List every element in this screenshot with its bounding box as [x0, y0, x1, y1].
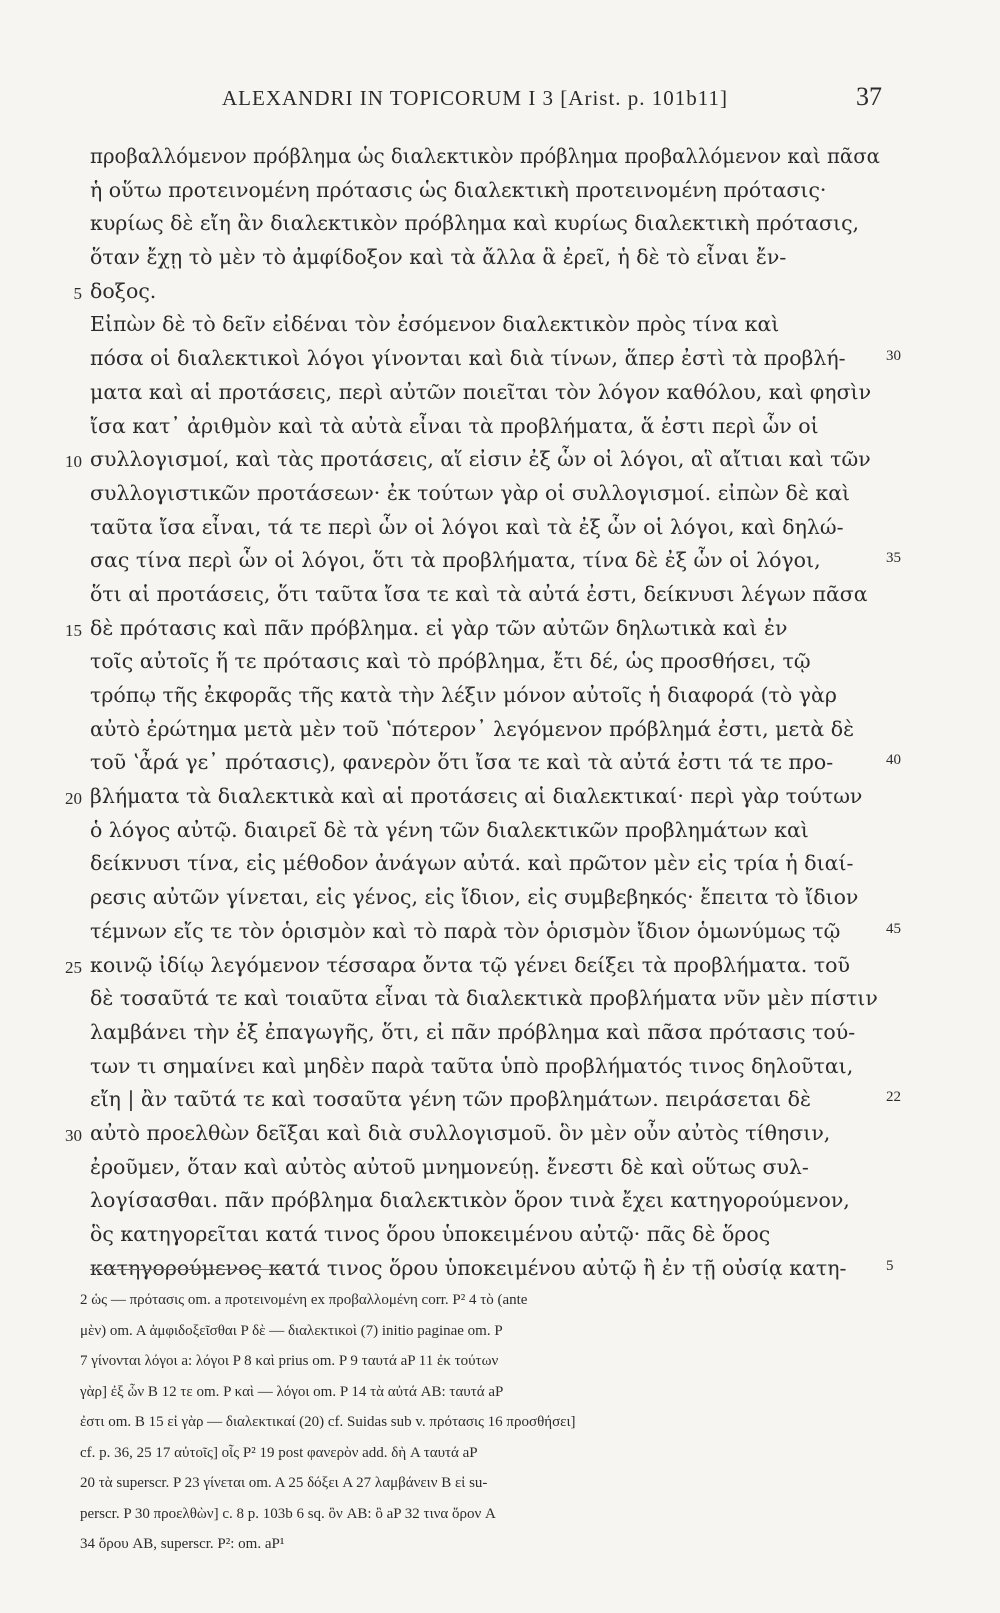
- apparatus-line: γὰρ] ἐξ ὧν B 12 τε om. P καὶ — λόγοι om. P 14 τὰ αὐτά AB: ταυτά aP: [80, 1383, 504, 1400]
- line-text: λαμβάνει τὴν ἐξ ἐπαγωγῆς, ὅτι, εἰ πᾶν πρόβλημα καὶ πᾶσα πρότασις τού-: [90, 1019, 856, 1044]
- text-line: [65, 1117, 880, 1151]
- line-number: 20: [65, 789, 82, 809]
- footnote-rule: [90, 1269, 290, 1270]
- text-line: [90, 679, 880, 713]
- reference-line-number: 35: [886, 550, 901, 567]
- reference-line-number: 40: [886, 752, 901, 769]
- text-line: [90, 847, 880, 881]
- line-text: ὃς κατηγορεῖται κατά τινος ὅρου ὑποκειμένου αὐτῷ· πᾶς δὲ ὅρος: [90, 1222, 771, 1246]
- text-line: [90, 174, 880, 208]
- text-line: [90, 544, 901, 578]
- apparatus-line: cf. p. 36, 25 17 αὐτοῖς] οἷς P² 19 post φανερὸν add. δὴ A ταυτά aP: [80, 1444, 478, 1461]
- text-line: [65, 949, 880, 983]
- apparatus-line: μὲν) om. A ἀμφιδοξεῖσθαι P δὲ — διαλεκτικοὶ (7) initio paginae om. P: [80, 1322, 503, 1339]
- line-text: λογίσασθαι. πᾶν πρόβλημα διαλεκτικὸν ὅρον τινὰ ἔχει κατηγορούμενον,: [90, 1188, 850, 1213]
- line-text: ὅταν ἔχῃ τὸ μὲν τὸ ἀμφίδοξον καὶ τὰ ἄλλα ἃ ἐρεῖ, ἡ δὲ τὸ εἶναι ἔν-: [90, 245, 787, 270]
- text-line: [90, 713, 880, 747]
- line-text: προβαλλόμενον πρόβλημα ὡς διαλεκτικὸν πρόβλημα προβαλλόμενον καὶ πᾶσα: [90, 144, 880, 168]
- text-line: [90, 915, 901, 949]
- line-text: εἴη | ἂν ταῦτά τε καὶ τοσαῦτα γένη τῶν προβλημάτων. πειράσεται δὲ: [90, 1087, 812, 1112]
- line-text: τοῦ ʽἆρά γε᾽ πρότασις), φανερὸν ὅτι ἴσα τε καὶ τὰ αὐτά ἐστι τά τε προ-: [90, 750, 834, 775]
- main-text-block: [65, 140, 901, 1285]
- text-line: [90, 881, 880, 915]
- apparatus-line: 2 ὡς — πρότασις om. a προτεινομένη ex προβαλλομένη corr. P² 4 τὸ (ante: [80, 1292, 528, 1308]
- apparatus-line: 7 γίνονται λόγοι a: λόγοι P 8 καὶ prius om. P 9 ταυτά aP 11 ἐκ τούτων: [80, 1353, 499, 1369]
- line-text: κυρίως δὲ εἴη ἂν διαλεκτικὸν πρόβλημα καὶ κυρίως διαλεκτικὴ πρότασις,: [90, 211, 860, 236]
- page-header: [222, 82, 882, 126]
- reference-line-number: 5: [886, 1257, 894, 1274]
- line-text: βλήματα τὰ διαλεκτικὰ καὶ αἱ προτάσεις αἱ διαλεκτικαί· περὶ γὰρ τούτων: [90, 784, 863, 809]
- text-line: [65, 612, 880, 646]
- line-text: ἡ οὕτω προτεινομένη πρότασις ὡς διαλεκτικὴ προτεινομένη πρότασις·: [90, 177, 827, 202]
- text-line: [90, 982, 880, 1016]
- text-line: [90, 1184, 880, 1218]
- line-text: τοῖς αὐτοῖς ἥ τε πρότασις καὶ τὸ πρόβλημα, ἔτι δέ, ὡς προσθήσει, τῷ: [90, 649, 811, 674]
- text-line: [90, 477, 880, 511]
- text-line: [90, 746, 901, 780]
- running-head: ALEXANDRI IN TOPICORUM I 3 [Arist. p. 101b11]: [222, 86, 729, 110]
- line-text: κατηγορούμενος κατά τινος ὅρου ὑποκειμένου αὐτῷ ἢ ἐν τῇ οὐσίᾳ κατη-: [90, 1255, 847, 1280]
- apparatus-line: 34 ὅρου AB, superscr. P²: om. aP¹: [80, 1536, 285, 1552]
- line-text: ρεσις αὐτῶν γίνεται, εἰς γένος, εἰς ἴδιον, εἰς συμβεβηκός· ἔπειτα τὸ ἴδιον: [90, 885, 859, 910]
- text-line: [90, 140, 880, 174]
- line-text: κοινῷ ἰδίῳ λεγόμενον τέσσαρα ὄντα τῷ γένει δείξει τὰ προβλήματα. τοῦ: [90, 952, 850, 977]
- line-text: ἐροῦμεν, ὅταν καὶ αὐτὸς αὐτοῦ μνημονεύῃ. ἔνεστι δὲ καὶ οὕτως συλ-: [90, 1154, 809, 1179]
- line-number: 25: [65, 957, 82, 977]
- line-number: 5: [73, 283, 82, 303]
- line-text: πόσα οἱ διαλεκτικοὶ λόγοι γίνονται καὶ διὰ τίνων, ἅπερ ἐστὶ τὰ προβλή-: [90, 346, 846, 371]
- text-line: [90, 1083, 901, 1117]
- line-text: ὅτι αἱ προτάσεις, ὅτι ταῦτα ἴσα τε καὶ τὰ αὐτά ἐστι, δείκνυσι λέγων πᾶσα: [90, 581, 868, 606]
- text-line: [90, 1218, 880, 1252]
- apparatus-line: perscr. P 30 προελθὼν] c. 8 p. 103b 6 sq. ὃν AB: ὃ aP 32 τινα ὅρον A: [80, 1505, 496, 1522]
- text-line: [90, 308, 880, 342]
- text-line: [90, 207, 880, 241]
- line-number: 10: [65, 452, 82, 472]
- text-line: [90, 1151, 880, 1185]
- line-number: 15: [65, 620, 82, 640]
- text-line: [90, 376, 880, 410]
- text-line: [90, 241, 880, 275]
- text-line: [90, 1050, 880, 1084]
- text-line: [90, 511, 880, 545]
- reference-line-number: 45: [886, 920, 901, 937]
- line-text: ἴσα κατ᾽ ἀριθμὸν καὶ τὰ αὐτὰ εἶναι τὰ προβλήματα, ἅ ἐστι περὶ ὧν οἱ: [90, 413, 819, 438]
- line-text: ὁ λόγος αὐτῷ. διαιρεῖ δὲ τὰ γένη τῶν διαλεκτικῶν προβλημάτων καὶ: [90, 817, 809, 842]
- page-number: 37: [856, 82, 882, 111]
- text-line: [90, 342, 901, 376]
- line-text: αὐτὸ ἐρώτημα μετὰ μὲν τοῦ ʽπότερον᾽ λεγόμενον πρόβλημά ἐστι, μετὰ δὲ: [90, 716, 855, 741]
- line-text: ματα καὶ αἱ προτάσεις, περὶ αὐτῶν ποιεῖται τὸν λόγον καθόλου, καὶ φησὶν: [90, 379, 872, 404]
- line-text: δὲ πρότασις καὶ πᾶν πρόβλημα. εἰ γὰρ τῶν αὐτῶν δηλωτικὰ καὶ ἐν: [90, 615, 788, 640]
- text-line: [90, 1016, 880, 1050]
- line-text: τρόπῳ τῆς ἐκφορᾶς τῆς κατὰ τὴν λέξιν μόνον αὐτοῖς ἡ διαφορά (τὸ γὰρ: [90, 683, 837, 707]
- text-line: [90, 578, 880, 612]
- line-text: σας τίνα περὶ ὧν οἱ λόγοι, ὅτι τὰ προβλήματα, τίνα δὲ ἐξ ὧν οἱ λόγοι,: [90, 548, 821, 573]
- line-text: δὲ τοσαῦτά τε καὶ τοιαῦτα εἶναι τὰ διαλεκτικὰ προβλήματα νῦν μὲν πίστιν: [90, 986, 878, 1011]
- line-text: τέμνων εἴς τε τὸν ὁρισμὸν καὶ τὸ παρὰ τὸν ὁρισμὸν ἴδιον ὁμωνύμως τῷ: [90, 918, 841, 943]
- apparatus-line: 20 τὰ superscr. P 23 γίνεται om. A 25 δόξει A 27 λαμβάνειν B εἰ su-: [80, 1475, 488, 1491]
- line-text: δοξος.: [90, 278, 157, 303]
- line-text: Εἰπὼν δὲ τὸ δεῖν εἰδέναι τὸν ἐσόμενον διαλεκτικὸν πρὸς τίνα καὶ: [90, 312, 780, 337]
- text-line: [73, 275, 880, 309]
- reference-line-number: 22: [886, 1089, 901, 1106]
- line-text: δείκνυσι τίνα, εἰς μέθοδον ἀνάγων αὐτά. καὶ πρῶτον μὲν εἰς τρία ἡ διαί-: [90, 851, 854, 876]
- line-number: 30: [65, 1125, 82, 1145]
- apparatus-line: ἐστι om. B 15 εἰ γὰρ — διαλεκτικαί (20) cf. Suidas sub v. πρότασις 16 προσθήσει]: [80, 1414, 576, 1430]
- reference-line-number: 30: [886, 348, 901, 365]
- line-text: των τι σημαίνει καὶ μηδὲν παρὰ ταῦτα ὑπὸ προβλήματός τινος δηλοῦται,: [90, 1053, 854, 1078]
- critical-apparatus: [80, 1285, 900, 1560]
- line-text: ταῦτα ἴσα εἶναι, τά τε περὶ ὧν οἱ λόγοι καὶ τὰ ἐξ ὧν οἱ λόγοι, καὶ δηλώ-: [90, 514, 844, 539]
- text-line: [90, 410, 880, 444]
- text-line: [65, 443, 880, 477]
- text-line: [90, 814, 880, 848]
- text-line: [65, 780, 880, 814]
- line-text: συλλογισμοί, καὶ τὰς προτάσεις, αἵ εἰσιν ἐξ ὧν οἱ λόγοι, αἳ αἴτιαι καὶ τῶν: [90, 447, 871, 472]
- text-line: [90, 645, 880, 679]
- line-text: συλλογιστικῶν προτάσεων· ἐκ τούτων γὰρ οἱ συλλογισμοί. εἰπὼν δὲ καὶ: [90, 480, 851, 505]
- line-text: αὐτὸ προελθὼν δεῖξαι καὶ διὰ συλλογισμοῦ. ὃν μὲν οὖν αὐτὸς τίθησιν,: [90, 1120, 831, 1145]
